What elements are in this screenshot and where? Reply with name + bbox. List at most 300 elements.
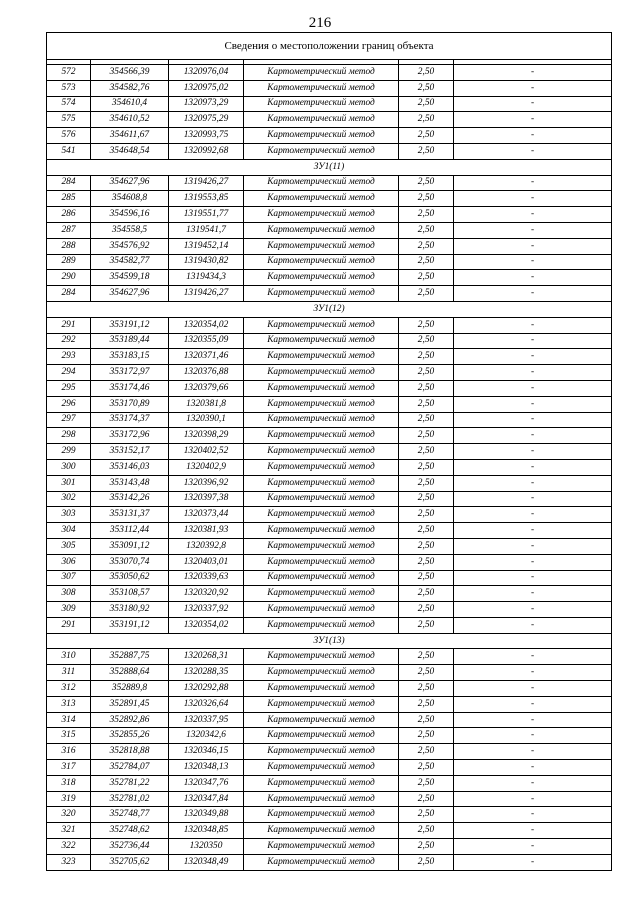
description-cell: - [454, 380, 612, 396]
description-cell: - [454, 238, 612, 254]
y-coordinate-cell: 1320349,88 [169, 807, 244, 823]
precision-cell: 2,50 [399, 854, 454, 870]
x-coordinate-cell: 352855,26 [91, 728, 169, 744]
x-coordinate-cell: 353070,74 [91, 554, 169, 570]
method-cell: Картометрический метод [244, 475, 399, 491]
x-coordinate-cell: 353050,62 [91, 570, 169, 586]
precision-cell: 2,50 [399, 333, 454, 349]
method-cell: Картометрический метод [244, 554, 399, 570]
precision-cell: 2,50 [399, 681, 454, 697]
section-header-row [47, 301, 612, 317]
precision-cell: 2,50 [399, 254, 454, 270]
y-coordinate-cell: 1320342,6 [169, 728, 244, 744]
description-cell: - [454, 681, 612, 697]
method-cell: Картометрический метод [244, 538, 399, 554]
x-coordinate-cell: 353174,46 [91, 380, 169, 396]
x-coordinate-cell: 354599,18 [91, 270, 169, 286]
description-cell: - [454, 191, 612, 207]
method-cell: Картометрический метод [244, 839, 399, 855]
x-coordinate-cell: 352781,02 [91, 791, 169, 807]
table-row [47, 333, 612, 349]
precision-cell: 2,50 [399, 238, 454, 254]
y-coordinate-cell: 1320992,68 [169, 143, 244, 159]
table-row [47, 80, 612, 96]
point-number-cell: 312 [47, 681, 91, 697]
table-row [47, 128, 612, 144]
point-number-cell: 317 [47, 760, 91, 776]
description-cell: - [454, 349, 612, 365]
point-number-cell: 306 [47, 554, 91, 570]
point-number-cell: 296 [47, 396, 91, 412]
description-cell: - [454, 175, 612, 191]
y-coordinate-cell: 1320376,88 [169, 365, 244, 381]
precision-cell: 2,50 [399, 175, 454, 191]
method-cell: Картометрический метод [244, 728, 399, 744]
point-number-cell: 298 [47, 428, 91, 444]
x-coordinate-cell: 352891,45 [91, 696, 169, 712]
y-coordinate-cell: 1320337,92 [169, 602, 244, 618]
table-row [47, 570, 612, 586]
method-cell: Картометрический метод [244, 65, 399, 81]
description-cell: - [454, 554, 612, 570]
description-cell: - [454, 744, 612, 760]
method-cell: Картометрический метод [244, 491, 399, 507]
description-cell: - [454, 207, 612, 223]
description-cell: - [454, 396, 612, 412]
x-coordinate-cell: 353108,57 [91, 586, 169, 602]
table-title: Сведения о местоположении границ объекта [47, 33, 612, 60]
y-coordinate-cell: 1320379,66 [169, 380, 244, 396]
description-cell: - [454, 523, 612, 539]
point-number-cell: 292 [47, 333, 91, 349]
precision-cell: 2,50 [399, 349, 454, 365]
table-row [47, 538, 612, 554]
point-number-cell: 293 [47, 349, 91, 365]
x-coordinate-cell: 352887,75 [91, 649, 169, 665]
y-coordinate-cell: 1320402,9 [169, 459, 244, 475]
description-cell: - [454, 807, 612, 823]
y-coordinate-cell: 1319551,77 [169, 207, 244, 223]
table-row [47, 523, 612, 539]
y-coordinate-cell: 1320292,88 [169, 681, 244, 697]
precision-cell: 2,50 [399, 380, 454, 396]
point-number-cell: 284 [47, 286, 91, 302]
precision-cell: 2,50 [399, 570, 454, 586]
description-cell: - [454, 823, 612, 839]
x-coordinate-cell: 354610,52 [91, 112, 169, 128]
x-coordinate-cell: 353146,03 [91, 459, 169, 475]
x-coordinate-cell: 354627,96 [91, 175, 169, 191]
y-coordinate-cell: 1319434,3 [169, 270, 244, 286]
description-cell: - [454, 333, 612, 349]
point-number-cell: 302 [47, 491, 91, 507]
x-coordinate-cell: 352888,64 [91, 665, 169, 681]
point-number-cell: 574 [47, 96, 91, 112]
y-coordinate-cell: 1319430,82 [169, 254, 244, 270]
table-row [47, 665, 612, 681]
method-cell: Картометрический метод [244, 775, 399, 791]
table-row [47, 744, 612, 760]
description-cell: - [454, 649, 612, 665]
y-coordinate-cell: 1320268,31 [169, 649, 244, 665]
table-row [47, 270, 612, 286]
method-cell: Картометрический метод [244, 791, 399, 807]
description-cell: - [454, 696, 612, 712]
method-cell: Картометрический метод [244, 823, 399, 839]
section-header-row [47, 159, 612, 175]
description-cell: - [454, 538, 612, 554]
precision-cell: 2,50 [399, 222, 454, 238]
x-coordinate-cell: 353142,26 [91, 491, 169, 507]
description-cell: - [454, 65, 612, 81]
section-label: ЗУ1(11) [47, 159, 612, 175]
point-number-cell: 310 [47, 649, 91, 665]
y-coordinate-cell: 1320396,92 [169, 475, 244, 491]
method-cell: Картометрический метод [244, 207, 399, 223]
table-row [47, 349, 612, 365]
method-cell: Картометрический метод [244, 696, 399, 712]
y-coordinate-cell: 1320373,44 [169, 507, 244, 523]
description-cell: - [454, 444, 612, 460]
point-number-cell: 309 [47, 602, 91, 618]
method-cell: Картометрический метод [244, 396, 399, 412]
method-cell: Картометрический метод [244, 191, 399, 207]
y-coordinate-cell: 1320337,95 [169, 712, 244, 728]
point-number-cell: 289 [47, 254, 91, 270]
description-cell: - [454, 317, 612, 333]
precision-cell: 2,50 [399, 365, 454, 381]
table-body [47, 33, 612, 871]
description-cell: - [454, 286, 612, 302]
description-cell: - [454, 143, 612, 159]
x-coordinate-cell: 354576,92 [91, 238, 169, 254]
table-row [47, 412, 612, 428]
method-cell: Картометрический метод [244, 270, 399, 286]
y-coordinate-cell: 1319541,7 [169, 222, 244, 238]
precision-cell: 2,50 [399, 775, 454, 791]
table-row [47, 475, 612, 491]
table-row [47, 175, 612, 191]
x-coordinate-cell: 354558,5 [91, 222, 169, 238]
description-cell: - [454, 270, 612, 286]
point-number-cell: 572 [47, 65, 91, 81]
point-number-cell: 291 [47, 317, 91, 333]
x-coordinate-cell: 354610,4 [91, 96, 169, 112]
table-row [47, 222, 612, 238]
y-coordinate-cell: 1320381,93 [169, 523, 244, 539]
table-row [47, 807, 612, 823]
method-cell: Картометрический метод [244, 286, 399, 302]
description-cell: - [454, 839, 612, 855]
description-cell: - [454, 112, 612, 128]
y-coordinate-cell: 1320390,1 [169, 412, 244, 428]
y-coordinate-cell: 1320976,04 [169, 65, 244, 81]
y-coordinate-cell: 1320355,09 [169, 333, 244, 349]
method-cell: Картометрический метод [244, 222, 399, 238]
x-coordinate-cell: 354648,54 [91, 143, 169, 159]
table-row [47, 728, 612, 744]
precision-cell: 2,50 [399, 80, 454, 96]
x-coordinate-cell: 353191,12 [91, 317, 169, 333]
x-coordinate-cell: 353189,44 [91, 333, 169, 349]
x-coordinate-cell: 353191,12 [91, 617, 169, 633]
table-row [47, 459, 612, 475]
method-cell: Картометрический метод [244, 349, 399, 365]
point-number-cell: 311 [47, 665, 91, 681]
table-row [47, 696, 612, 712]
x-coordinate-cell: 353174,37 [91, 412, 169, 428]
table-row [47, 143, 612, 159]
point-number-cell: 303 [47, 507, 91, 523]
y-coordinate-cell: 1319452,14 [169, 238, 244, 254]
point-number-cell: 301 [47, 475, 91, 491]
point-number-cell: 294 [47, 365, 91, 381]
x-coordinate-cell: 353143,48 [91, 475, 169, 491]
y-coordinate-cell: 1319426,27 [169, 286, 244, 302]
point-number-cell: 305 [47, 538, 91, 554]
precision-cell: 2,50 [399, 586, 454, 602]
y-coordinate-cell: 1320371,46 [169, 349, 244, 365]
precision-cell: 2,50 [399, 459, 454, 475]
description-cell: - [454, 586, 612, 602]
y-coordinate-cell: 1320326,64 [169, 696, 244, 712]
precision-cell: 2,50 [399, 191, 454, 207]
boundary-coordinates-table [46, 32, 612, 871]
x-coordinate-cell: 353170,89 [91, 396, 169, 412]
x-coordinate-cell: 354582,76 [91, 80, 169, 96]
precision-cell: 2,50 [399, 602, 454, 618]
x-coordinate-cell: 353172,96 [91, 428, 169, 444]
x-coordinate-cell: 353180,92 [91, 602, 169, 618]
y-coordinate-cell: 1320348,85 [169, 823, 244, 839]
method-cell: Картометрический метод [244, 444, 399, 460]
point-number-cell: 315 [47, 728, 91, 744]
table-row [47, 238, 612, 254]
precision-cell: 2,50 [399, 807, 454, 823]
method-cell: Картометрический метод [244, 112, 399, 128]
table-row [47, 649, 612, 665]
precision-cell: 2,50 [399, 507, 454, 523]
table-row [47, 554, 612, 570]
table-row [47, 602, 612, 618]
x-coordinate-cell: 353131,37 [91, 507, 169, 523]
point-number-cell: 319 [47, 791, 91, 807]
precision-cell: 2,50 [399, 96, 454, 112]
point-number-cell: 297 [47, 412, 91, 428]
description-cell: - [454, 728, 612, 744]
table-row [47, 365, 612, 381]
table-row [47, 380, 612, 396]
method-cell: Картометрический метод [244, 649, 399, 665]
y-coordinate-cell: 1320975,29 [169, 112, 244, 128]
method-cell: Картометрический метод [244, 428, 399, 444]
method-cell: Картометрический метод [244, 128, 399, 144]
description-cell: - [454, 712, 612, 728]
method-cell: Картометрический метод [244, 459, 399, 475]
y-coordinate-cell: 1320354,02 [169, 317, 244, 333]
precision-cell: 2,50 [399, 839, 454, 855]
table-row [47, 191, 612, 207]
x-coordinate-cell: 353091,12 [91, 538, 169, 554]
method-cell: Картометрический метод [244, 254, 399, 270]
method-cell: Картометрический метод [244, 760, 399, 776]
table-row [47, 254, 612, 270]
precision-cell: 2,50 [399, 728, 454, 744]
table-row [47, 96, 612, 112]
point-number-cell: 299 [47, 444, 91, 460]
description-cell: - [454, 665, 612, 681]
table-row [47, 317, 612, 333]
point-number-cell: 295 [47, 380, 91, 396]
precision-cell: 2,50 [399, 491, 454, 507]
point-number-cell: 541 [47, 143, 91, 159]
y-coordinate-cell: 1320347,76 [169, 775, 244, 791]
precision-cell: 2,50 [399, 649, 454, 665]
table-row [47, 444, 612, 460]
method-cell: Картометрический метод [244, 570, 399, 586]
description-cell: - [454, 428, 612, 444]
method-cell: Картометрический метод [244, 665, 399, 681]
table-row [47, 586, 612, 602]
point-number-cell: 321 [47, 823, 91, 839]
precision-cell: 2,50 [399, 554, 454, 570]
method-cell: Картометрический метод [244, 143, 399, 159]
description-cell: - [454, 412, 612, 428]
method-cell: Картометрический метод [244, 412, 399, 428]
section-header-row [47, 633, 612, 649]
x-coordinate-cell: 352818,88 [91, 744, 169, 760]
description-cell: - [454, 617, 612, 633]
precision-cell: 2,50 [399, 444, 454, 460]
x-coordinate-cell: 352748,77 [91, 807, 169, 823]
point-number-cell: 314 [47, 712, 91, 728]
method-cell: Картометрический метод [244, 854, 399, 870]
y-coordinate-cell: 1320973,29 [169, 96, 244, 112]
point-number-cell: 287 [47, 222, 91, 238]
description-cell: - [454, 602, 612, 618]
point-number-cell: 573 [47, 80, 91, 96]
method-cell: Картометрический метод [244, 681, 399, 697]
table-row [47, 507, 612, 523]
table-row [47, 775, 612, 791]
point-number-cell: 291 [47, 617, 91, 633]
x-coordinate-cell: 352705,62 [91, 854, 169, 870]
table-row [47, 112, 612, 128]
section-label: ЗУ1(12) [47, 301, 612, 317]
table-row [47, 286, 612, 302]
table-row [47, 791, 612, 807]
x-coordinate-cell: 354627,96 [91, 286, 169, 302]
precision-cell: 2,50 [399, 538, 454, 554]
precision-cell: 2,50 [399, 712, 454, 728]
method-cell: Картометрический метод [244, 80, 399, 96]
x-coordinate-cell: 352889,8 [91, 681, 169, 697]
description-cell: - [454, 775, 612, 791]
description-cell: - [454, 760, 612, 776]
table-row [47, 617, 612, 633]
point-number-cell: 318 [47, 775, 91, 791]
point-number-cell: 286 [47, 207, 91, 223]
y-coordinate-cell: 1320354,02 [169, 617, 244, 633]
point-number-cell: 316 [47, 744, 91, 760]
description-cell: - [454, 475, 612, 491]
y-coordinate-cell: 1320348,49 [169, 854, 244, 870]
table-row [47, 428, 612, 444]
point-number-cell: 284 [47, 175, 91, 191]
table-row [47, 854, 612, 870]
point-number-cell: 322 [47, 839, 91, 855]
table-row [47, 760, 612, 776]
x-coordinate-cell: 352892,86 [91, 712, 169, 728]
x-coordinate-cell: 352781,22 [91, 775, 169, 791]
method-cell: Картометрический метод [244, 333, 399, 349]
y-coordinate-cell: 1320288,35 [169, 665, 244, 681]
method-cell: Картометрический метод [244, 96, 399, 112]
point-number-cell: 300 [47, 459, 91, 475]
y-coordinate-cell: 1320339,63 [169, 570, 244, 586]
precision-cell: 2,50 [399, 286, 454, 302]
section-label: ЗУ1(13) [47, 633, 612, 649]
precision-cell: 2,50 [399, 143, 454, 159]
method-cell: Картометрический метод [244, 380, 399, 396]
y-coordinate-cell: 1320402,52 [169, 444, 244, 460]
table-row [47, 396, 612, 412]
method-cell: Картометрический метод [244, 175, 399, 191]
method-cell: Картометрический метод [244, 807, 399, 823]
point-number-cell: 285 [47, 191, 91, 207]
x-coordinate-cell: 354611,67 [91, 128, 169, 144]
x-coordinate-cell: 353183,15 [91, 349, 169, 365]
x-coordinate-cell: 353152,17 [91, 444, 169, 460]
y-coordinate-cell: 1320320,92 [169, 586, 244, 602]
precision-cell: 2,50 [399, 207, 454, 223]
y-coordinate-cell: 1320392,8 [169, 538, 244, 554]
point-number-cell: 320 [47, 807, 91, 823]
precision-cell: 2,50 [399, 791, 454, 807]
table-row [47, 712, 612, 728]
description-cell: - [454, 570, 612, 586]
description-cell: - [454, 254, 612, 270]
method-cell: Картометрический метод [244, 365, 399, 381]
precision-cell: 2,50 [399, 696, 454, 712]
x-coordinate-cell: 352784,07 [91, 760, 169, 776]
description-cell: - [454, 507, 612, 523]
x-coordinate-cell: 353112,44 [91, 523, 169, 539]
precision-cell: 2,50 [399, 523, 454, 539]
table-row [47, 681, 612, 697]
precision-cell: 2,50 [399, 665, 454, 681]
point-number-cell: 307 [47, 570, 91, 586]
x-coordinate-cell: 354608,8 [91, 191, 169, 207]
y-coordinate-cell: 1320350 [169, 839, 244, 855]
precision-cell: 2,50 [399, 112, 454, 128]
description-cell: - [454, 791, 612, 807]
description-cell: - [454, 491, 612, 507]
y-coordinate-cell: 1320381,8 [169, 396, 244, 412]
table-row [47, 839, 612, 855]
point-number-cell: 288 [47, 238, 91, 254]
method-cell: Картометрический метод [244, 317, 399, 333]
precision-cell: 2,50 [399, 396, 454, 412]
precision-cell: 2,50 [399, 317, 454, 333]
description-cell: - [454, 96, 612, 112]
description-cell: - [454, 128, 612, 144]
table-row [47, 491, 612, 507]
precision-cell: 2,50 [399, 412, 454, 428]
table-row [47, 823, 612, 839]
point-number-cell: 323 [47, 854, 91, 870]
table-row [47, 65, 612, 81]
